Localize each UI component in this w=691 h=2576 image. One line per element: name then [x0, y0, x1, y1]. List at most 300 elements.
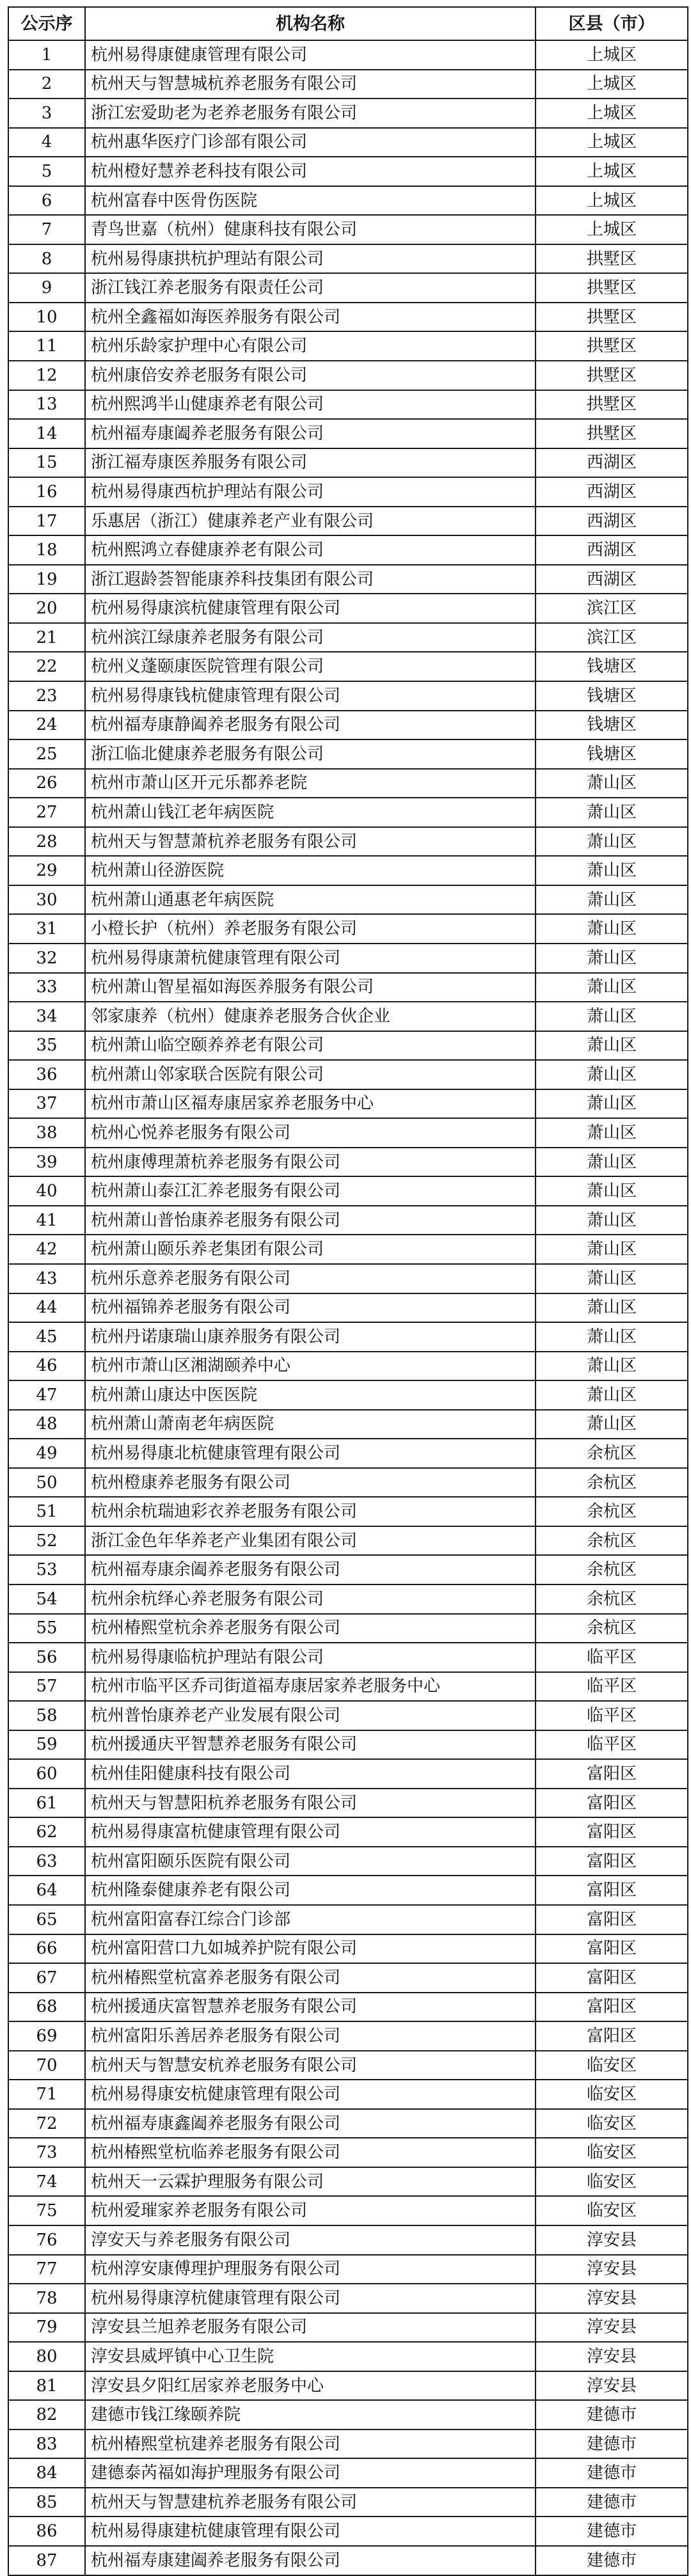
row-name-cell: 乐惠居（浙江）健康养老产业有限公司 [85, 507, 536, 536]
row-seq-cell: 25 [8, 739, 85, 769]
row-seq-cell: 60 [8, 1759, 85, 1789]
row-name-cell: 杭州淳安康傅理护理服务有限公司 [85, 2255, 536, 2284]
table-row [8, 1905, 688, 1934]
row-name-cell: 杭州义蓬颐康医院管理有限公司 [85, 652, 536, 681]
row-district-cell: 余杭区 [536, 1584, 688, 1614]
row-seq-cell: 34 [8, 1002, 85, 1031]
institution-table [8, 6, 688, 2576]
row-district-cell: 建德市 [536, 2546, 688, 2575]
table-row [8, 40, 688, 70]
row-name-cell: 浙江金色年华养老产业集团有限公司 [85, 1526, 536, 1556]
row-seq-cell: 78 [8, 2284, 85, 2313]
row-seq-cell: 7 [8, 215, 85, 244]
row-district-cell: 上城区 [536, 157, 688, 186]
table-row [8, 390, 688, 420]
table-row [8, 128, 688, 157]
row-district-cell: 萧山区 [536, 1380, 688, 1410]
table-row [8, 2051, 688, 2080]
row-name-cell: 杭州市临平区乔司街道福寿康居家养老服务中心 [85, 1672, 536, 1702]
row-seq-cell: 46 [8, 1352, 85, 1381]
row-name-cell: 杭州易得康淳杭健康管理有限公司 [85, 2284, 536, 2313]
row-district-cell: 萧山区 [536, 885, 688, 915]
row-seq-cell: 49 [8, 1439, 85, 1468]
row-seq-cell: 75 [8, 2196, 85, 2225]
row-name-cell: 杭州福寿康阖养老服务有限公司 [85, 419, 536, 448]
table-row [8, 1672, 688, 1702]
row-district-cell: 富阳区 [536, 1934, 688, 1964]
row-seq-cell: 79 [8, 2313, 85, 2343]
table-row [8, 157, 688, 186]
row-seq-cell: 12 [8, 361, 85, 390]
table-row [8, 2255, 688, 2284]
row-district-cell: 临安区 [536, 2080, 688, 2109]
row-name-cell: 小橙长护（杭州）养老服务有限公司 [85, 914, 536, 944]
table-row [8, 2225, 688, 2255]
table-row [8, 1759, 688, 1789]
row-seq-cell: 43 [8, 1264, 85, 1293]
row-seq-cell: 22 [8, 652, 85, 681]
table-row [8, 1701, 688, 1730]
row-district-cell: 滨江区 [536, 623, 688, 652]
row-seq-cell: 28 [8, 827, 85, 857]
table-row [8, 2313, 688, 2343]
table-row [8, 1730, 688, 1760]
row-district-cell: 上城区 [536, 128, 688, 157]
row-name-cell: 杭州富阳富春江综合门诊部 [85, 1905, 536, 1934]
row-seq-cell: 81 [8, 2371, 85, 2401]
row-seq-cell: 39 [8, 1148, 85, 1177]
header-seq: 公示序 [8, 7, 85, 40]
row-district-cell: 上城区 [536, 99, 688, 128]
row-name-cell: 杭州天与智慧城杭养老服务有限公司 [85, 70, 536, 99]
row-name-cell: 杭州易得康富杭健康管理有限公司 [85, 1817, 536, 1847]
row-district-cell: 富阳区 [536, 1993, 688, 2022]
row-seq-cell: 35 [8, 1031, 85, 1061]
row-district-cell: 萧山区 [536, 827, 688, 857]
row-seq-cell: 72 [8, 2109, 85, 2138]
row-name-cell: 杭州佳阳健康科技有限公司 [85, 1759, 536, 1789]
row-seq-cell: 17 [8, 507, 85, 536]
row-name-cell: 杭州易得康西杭护理站有限公司 [85, 477, 536, 507]
table-row [8, 1526, 688, 1556]
row-seq-cell: 27 [8, 798, 85, 827]
row-name-cell: 杭州萧山泰江汇养老服务有限公司 [85, 1176, 536, 1206]
row-name-cell: 杭州萧山康达中医医院 [85, 1380, 536, 1410]
table-row [8, 2430, 688, 2459]
row-name-cell: 浙江宏爱助老为老养老服务有限公司 [85, 99, 536, 128]
row-name-cell: 杭州橙康养老服务有限公司 [85, 1468, 536, 1497]
row-seq-cell: 55 [8, 1614, 85, 1643]
row-name-cell: 杭州椿熙堂杭富养老服务有限公司 [85, 1963, 536, 1993]
row-name-cell: 杭州隆泰健康养老有限公司 [85, 1876, 536, 1905]
table-row [8, 973, 688, 1002]
row-district-cell: 西湖区 [536, 448, 688, 478]
row-name-cell: 杭州惠华医疗门诊部有限公司 [85, 128, 536, 157]
row-seq-cell: 36 [8, 1060, 85, 1089]
row-name-cell: 杭州天与智慧安杭养老服务有限公司 [85, 2051, 536, 2080]
table-row [8, 1993, 688, 2022]
row-seq-cell: 19 [8, 565, 85, 594]
row-district-cell: 建德市 [536, 2517, 688, 2546]
row-seq-cell: 85 [8, 2488, 85, 2517]
row-seq-cell: 15 [8, 448, 85, 478]
table-row [8, 652, 688, 681]
row-district-cell: 萧山区 [536, 1206, 688, 1235]
row-district-cell: 建德市 [536, 2400, 688, 2430]
row-district-cell: 上城区 [536, 186, 688, 216]
row-district-cell: 余杭区 [536, 1555, 688, 1584]
table-row [8, 331, 688, 361]
table-row [8, 1584, 688, 1614]
table-row [8, 303, 688, 332]
row-district-cell: 萧山区 [536, 973, 688, 1002]
row-name-cell: 杭州易得康临杭护理站有限公司 [85, 1643, 536, 1672]
row-district-cell: 钱塘区 [536, 681, 688, 711]
row-name-cell: 杭州市萧山区开元乐都养老院 [85, 769, 536, 798]
row-district-cell: 萧山区 [536, 1089, 688, 1119]
table-row [8, 1089, 688, 1119]
row-name-cell: 杭州福寿康鑫阖养老服务有限公司 [85, 2109, 536, 2138]
row-district-cell: 西湖区 [536, 477, 688, 507]
row-seq-cell: 86 [8, 2517, 85, 2546]
row-name-cell: 杭州爱璀家养老服务有限公司 [85, 2196, 536, 2225]
row-name-cell: 杭州熙鸿立春健康养老有限公司 [85, 535, 536, 565]
row-district-cell: 富阳区 [536, 1789, 688, 1818]
row-name-cell: 浙江遐龄荟智能康养科技集团有限公司 [85, 565, 536, 594]
table-row [8, 507, 688, 536]
row-seq-cell: 50 [8, 1468, 85, 1497]
row-district-cell: 临安区 [536, 2167, 688, 2197]
row-name-cell: 杭州易得康健康管理有限公司 [85, 40, 536, 70]
row-district-cell: 建德市 [536, 2458, 688, 2488]
row-seq-cell: 31 [8, 914, 85, 944]
row-district-cell: 临平区 [536, 1730, 688, 1760]
row-name-cell: 杭州易得康拱杭护理站有限公司 [85, 244, 536, 274]
row-name-cell: 淳安县夕阳红居家养老服务中心 [85, 2371, 536, 2401]
table-row [8, 1322, 688, 1352]
row-name-cell: 浙江福寿康医养服务有限公司 [85, 448, 536, 478]
row-name-cell: 杭州萧山钱江老年病医院 [85, 798, 536, 827]
row-seq-cell: 38 [8, 1118, 85, 1148]
row-district-cell: 萧山区 [536, 1322, 688, 1352]
row-name-cell: 杭州富阳营口九如城养护院有限公司 [85, 1934, 536, 1964]
row-seq-cell: 82 [8, 2400, 85, 2430]
row-seq-cell: 13 [8, 390, 85, 420]
row-seq-cell: 87 [8, 2546, 85, 2575]
row-seq-cell: 47 [8, 1380, 85, 1410]
table-row [8, 1468, 688, 1497]
row-seq-cell: 64 [8, 1876, 85, 1905]
table-row [8, 186, 688, 216]
table-body [8, 40, 688, 2575]
row-district-cell: 淳安县 [536, 2342, 688, 2371]
row-district-cell: 萧山区 [536, 1352, 688, 1381]
row-seq-cell: 32 [8, 944, 85, 973]
table-row [8, 1789, 688, 1818]
row-district-cell: 建德市 [536, 2430, 688, 2459]
row-name-cell: 杭州市萧山区福寿康居家养老服务中心 [85, 1089, 536, 1119]
table-header-row [8, 7, 688, 40]
table-row [8, 2021, 688, 2051]
row-name-cell: 杭州普怡康养老产业发展有限公司 [85, 1701, 536, 1730]
row-district-cell: 拱墅区 [536, 273, 688, 303]
row-seq-cell: 68 [8, 1993, 85, 2022]
row-name-cell: 杭州康傅理萧杭养老服务有限公司 [85, 1148, 536, 1177]
table-row [8, 1352, 688, 1381]
table-row [8, 1002, 688, 1031]
row-name-cell: 杭州康倍安养老服务有限公司 [85, 361, 536, 390]
row-district-cell: 富阳区 [536, 1759, 688, 1789]
table-row [8, 1643, 688, 1672]
table-row [8, 565, 688, 594]
row-name-cell: 杭州滨江绿康养老服务有限公司 [85, 623, 536, 652]
row-name-cell: 杭州余杭瑞迪彩衣养老服务有限公司 [85, 1497, 536, 1526]
row-name-cell: 杭州富阳颐乐医院有限公司 [85, 1847, 536, 1876]
row-district-cell: 淳安县 [536, 2284, 688, 2313]
row-district-cell: 萧山区 [536, 1264, 688, 1293]
row-seq-cell: 52 [8, 1526, 85, 1556]
row-district-cell: 临安区 [536, 2196, 688, 2225]
row-seq-cell: 41 [8, 1206, 85, 1235]
row-seq-cell: 2 [8, 70, 85, 99]
row-name-cell: 杭州援通庆富智慧养老服务有限公司 [85, 1993, 536, 2022]
table-row [8, 361, 688, 390]
row-district-cell: 富阳区 [536, 1963, 688, 1993]
row-district-cell: 萧山区 [536, 1060, 688, 1089]
row-district-cell: 萧山区 [536, 1002, 688, 1031]
row-district-cell: 萧山区 [536, 1410, 688, 1439]
row-district-cell: 萧山区 [536, 856, 688, 885]
table-row [8, 477, 688, 507]
table-row [8, 1410, 688, 1439]
row-district-cell: 淳安县 [536, 2313, 688, 2343]
table-row [8, 711, 688, 740]
row-name-cell: 杭州萧山颐乐养老集团有限公司 [85, 1235, 536, 1264]
table-row [8, 1060, 688, 1089]
table-row [8, 1264, 688, 1293]
table-row [8, 1876, 688, 1905]
row-seq-cell: 59 [8, 1730, 85, 1760]
row-name-cell: 杭州福锦养老服务有限公司 [85, 1293, 536, 1323]
row-seq-cell: 21 [8, 623, 85, 652]
row-name-cell: 杭州易得康建杭健康管理有限公司 [85, 2517, 536, 2546]
row-name-cell: 杭州熙鸿半山健康养老有限公司 [85, 390, 536, 420]
row-name-cell: 杭州市萧山区湘湖颐养中心 [85, 1352, 536, 1381]
table-row [8, 914, 688, 944]
table-row [8, 2167, 688, 2197]
row-district-cell: 钱塘区 [536, 739, 688, 769]
table-row [8, 2196, 688, 2225]
row-district-cell: 拱墅区 [536, 390, 688, 420]
row-name-cell: 杭州丹诺康瑞山康养服务有限公司 [85, 1322, 536, 1352]
row-district-cell: 萧山区 [536, 1031, 688, 1061]
row-seq-cell: 57 [8, 1672, 85, 1702]
row-name-cell: 杭州乐龄家护理中心有限公司 [85, 331, 536, 361]
row-seq-cell: 29 [8, 856, 85, 885]
table-row [8, 2138, 688, 2167]
row-district-cell: 临安区 [536, 2051, 688, 2080]
row-name-cell: 杭州心悦养老服务有限公司 [85, 1118, 536, 1148]
row-seq-cell: 3 [8, 99, 85, 128]
row-name-cell: 杭州萧山邻家联合医院有限公司 [85, 1060, 536, 1089]
row-district-cell: 临平区 [536, 1643, 688, 1672]
header-name: 机构名称 [85, 7, 536, 40]
row-district-cell: 拱墅区 [536, 361, 688, 390]
row-seq-cell: 66 [8, 1934, 85, 1964]
row-district-cell: 萧山区 [536, 1118, 688, 1148]
row-name-cell: 杭州萧山智星福如海医养服务有限公司 [85, 973, 536, 1002]
row-district-cell: 淳安县 [536, 2255, 688, 2284]
row-seq-cell: 61 [8, 1789, 85, 1818]
table-row [8, 769, 688, 798]
row-seq-cell: 8 [8, 244, 85, 274]
row-name-cell: 杭州福寿康余阖养老服务有限公司 [85, 1555, 536, 1584]
row-district-cell: 余杭区 [536, 1439, 688, 1468]
row-district-cell: 拱墅区 [536, 244, 688, 274]
row-name-cell: 浙江钱江养老服务有限责任公司 [85, 273, 536, 303]
row-seq-cell: 69 [8, 2021, 85, 2051]
row-name-cell: 淳安天与养老服务有限公司 [85, 2225, 536, 2255]
row-seq-cell: 84 [8, 2458, 85, 2488]
row-district-cell: 萧山区 [536, 1176, 688, 1206]
row-district-cell: 临安区 [536, 2109, 688, 2138]
row-name-cell: 青鸟世嘉（杭州）健康科技有限公司 [85, 215, 536, 244]
table-row [8, 2371, 688, 2401]
row-name-cell: 杭州天与智慧萧杭养老服务有限公司 [85, 827, 536, 857]
row-seq-cell: 56 [8, 1643, 85, 1672]
row-seq-cell: 40 [8, 1176, 85, 1206]
table-row [8, 594, 688, 623]
table-row [8, 1293, 688, 1323]
table-row [8, 419, 688, 448]
table-row [8, 623, 688, 652]
row-seq-cell: 63 [8, 1847, 85, 1876]
row-district-cell: 钱塘区 [536, 652, 688, 681]
row-seq-cell: 77 [8, 2255, 85, 2284]
table-row [8, 1380, 688, 1410]
table-row [8, 739, 688, 769]
row-seq-cell: 74 [8, 2167, 85, 2197]
row-district-cell: 余杭区 [536, 1614, 688, 1643]
table-row [8, 215, 688, 244]
row-district-cell: 余杭区 [536, 1497, 688, 1526]
row-name-cell: 杭州天与智慧建杭养老服务有限公司 [85, 2488, 536, 2517]
row-district-cell: 上城区 [536, 215, 688, 244]
table-row [8, 99, 688, 128]
row-seq-cell: 80 [8, 2342, 85, 2371]
row-seq-cell: 1 [8, 40, 85, 70]
row-name-cell: 杭州天与智慧阳杭养老服务有限公司 [85, 1789, 536, 1818]
row-name-cell: 杭州萧山萧南老年病医院 [85, 1410, 536, 1439]
row-seq-cell: 44 [8, 1293, 85, 1323]
row-name-cell: 建德市钱江缘颐养院 [85, 2400, 536, 2430]
row-district-cell: 上城区 [536, 40, 688, 70]
row-seq-cell: 9 [8, 273, 85, 303]
row-seq-cell: 37 [8, 1089, 85, 1119]
row-district-cell: 富阳区 [536, 1905, 688, 1934]
row-name-cell: 杭州萧山径游医院 [85, 856, 536, 885]
row-seq-cell: 33 [8, 973, 85, 1002]
table-row [8, 1934, 688, 1964]
table-row [8, 2488, 688, 2517]
row-name-cell: 杭州全鑫福如海医养服务有限公司 [85, 303, 536, 332]
table-row [8, 535, 688, 565]
row-seq-cell: 4 [8, 128, 85, 157]
table-row [8, 1555, 688, 1584]
row-name-cell: 杭州易得康萧杭健康管理有限公司 [85, 944, 536, 973]
table-row [8, 856, 688, 885]
row-seq-cell: 24 [8, 711, 85, 740]
table-row [8, 1031, 688, 1061]
row-seq-cell: 11 [8, 331, 85, 361]
row-district-cell: 西湖区 [536, 535, 688, 565]
row-district-cell: 西湖区 [536, 565, 688, 594]
row-seq-cell: 6 [8, 186, 85, 216]
table-row [8, 1497, 688, 1526]
row-seq-cell: 67 [8, 1963, 85, 1993]
row-seq-cell: 45 [8, 1322, 85, 1352]
row-seq-cell: 14 [8, 419, 85, 448]
row-seq-cell: 42 [8, 1235, 85, 1264]
row-district-cell: 西湖区 [536, 507, 688, 536]
row-name-cell: 杭州萧山普怡康养老服务有限公司 [85, 1206, 536, 1235]
row-name-cell: 杭州易得康北杭健康管理有限公司 [85, 1439, 536, 1468]
table-row [8, 2400, 688, 2430]
row-seq-cell: 48 [8, 1410, 85, 1439]
row-name-cell: 杭州天一云霖护理服务有限公司 [85, 2167, 536, 2197]
table-row [8, 1847, 688, 1876]
row-name-cell: 杭州萧山临空颐养养老有限公司 [85, 1031, 536, 1061]
row-seq-cell: 26 [8, 769, 85, 798]
row-seq-cell: 5 [8, 157, 85, 186]
row-seq-cell: 58 [8, 1701, 85, 1730]
row-name-cell: 淳安县威坪镇中心卫生院 [85, 2342, 536, 2371]
row-district-cell: 萧山区 [536, 914, 688, 944]
row-district-cell: 富阳区 [536, 2021, 688, 2051]
row-seq-cell: 70 [8, 2051, 85, 2080]
row-district-cell: 临平区 [536, 1701, 688, 1730]
table-row [8, 944, 688, 973]
table-row [8, 1614, 688, 1643]
row-district-cell: 富阳区 [536, 1817, 688, 1847]
row-seq-cell: 73 [8, 2138, 85, 2167]
row-seq-cell: 53 [8, 1555, 85, 1584]
row-name-cell: 杭州椿熙堂杭临养老服务有限公司 [85, 2138, 536, 2167]
row-district-cell: 上城区 [536, 70, 688, 99]
row-seq-cell: 20 [8, 594, 85, 623]
row-name-cell: 杭州易得康滨杭健康管理有限公司 [85, 594, 536, 623]
row-district-cell: 富阳区 [536, 1876, 688, 1905]
row-district-cell: 淳安县 [536, 2225, 688, 2255]
row-seq-cell: 62 [8, 1817, 85, 1847]
row-name-cell: 杭州援通庆平智慧养老服务有限公司 [85, 1730, 536, 1760]
table-row [8, 2080, 688, 2109]
table-row [8, 1439, 688, 1468]
table-row [8, 2109, 688, 2138]
table-row [8, 2517, 688, 2546]
row-seq-cell: 71 [8, 2080, 85, 2109]
table-row [8, 2284, 688, 2313]
row-district-cell: 萧山区 [536, 769, 688, 798]
row-district-cell: 富阳区 [536, 1847, 688, 1876]
row-seq-cell: 16 [8, 477, 85, 507]
row-district-cell: 拱墅区 [536, 331, 688, 361]
row-seq-cell: 76 [8, 2225, 85, 2255]
table-row [8, 827, 688, 857]
row-district-cell: 萧山区 [536, 1235, 688, 1264]
row-name-cell: 邻家康养（杭州）健康养老服务合伙企业 [85, 1002, 536, 1031]
row-district-cell: 滨江区 [536, 594, 688, 623]
